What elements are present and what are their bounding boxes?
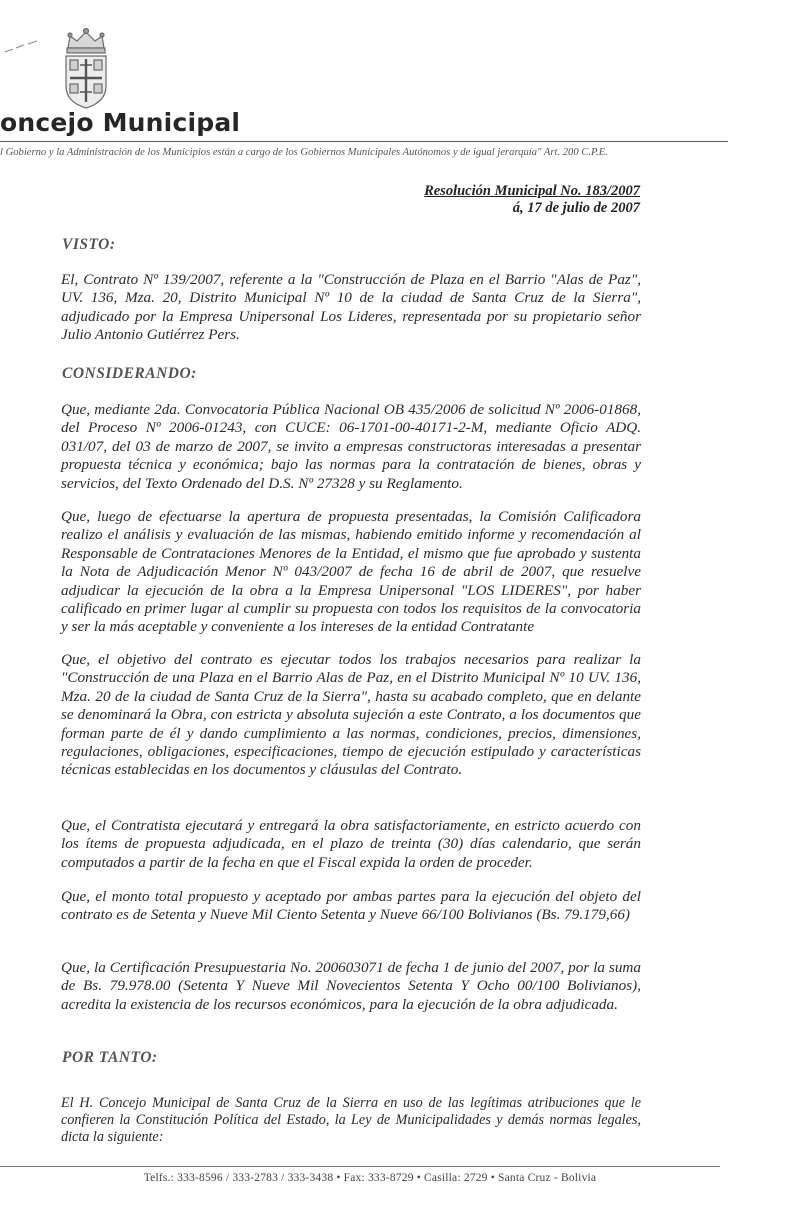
coat-of-arms-icon bbox=[58, 26, 114, 110]
considerando-paragraph-5: Que, el monto total propuesto y aceptado por ambas partes para la ejecución del objeto del contrato es de Setenta y Nueve Mil Ciento Setenta y Nueve 66/100 Bolivianos (Bs. 79.179,66) bbox=[61, 888, 641, 924]
considerando-paragraph-6: Que, la Certificación Presupuestaria No. 200603071 de fecha 1 de junio del 2007, por la suma de Bs. 79.978.00 (Setenta Y Nueve Mil Novecientos Setenta Y Ocho 00/100 Bolivianos), acredita la existencia de los recursos económicos, para la ejecución de la obra adjudicada. bbox=[61, 959, 641, 1013]
considerando-paragraph-4: Que, el Contratista ejecutará y entregará la obra satisfactoriamente, en estricto acuerdo con los ítems de propuesta adjudicada, en el plazo de treinta (30) días calendario, que serán computados a partir de la fecha en que el Fiscal expida la orden de proceder. bbox=[61, 817, 641, 871]
considerando-paragraph-1: Que, mediante 2da. Convocatoria Pública Nacional OB 435/2006 de solicitud Nº 2006-01868, del Proceso Nº 2006-01243, con CUCE: 06-1701-00-40171-2-M, mediante Oficio ADQ. 031/07, del 03 de marzo de 2007, se invito a empresas constructoras interesadas a presentar propuesta técnica y económica; bajo las normas para la contratación de bienes, obras y servicios, del Texto Ordenado del D.S. Nº 27328 y su Reglamento. bbox=[61, 401, 641, 492]
scan-mark bbox=[4, 40, 38, 54]
considerando-paragraph-2: Que, luego de efectuarse la apertura de propuesta presentadas, la Comisión Calificadora realizo el análisis y evaluación de las mismas, habiendo emitido informe y recomendación al Responsable de Contrataciones Menores de la Entidad, el mismo que fue aprobado y sustenta la Nota de Adjudicación Menor Nº 043/2007 de fecha 16 de abril de 2007, que resuelve adjudicar la ejecución de la obra a la Empresa Unipersonal "LOS LIDERES", por haber calificado en primer lugar al cumplir su propuesta con todos los requisitos de la convocatoria y ser la más aceptable y conveniente a los intereses de la entidad Contratante bbox=[61, 508, 641, 636]
section-heading-visto: VISTO: bbox=[62, 236, 116, 253]
por-tanto-paragraph: El H. Concejo Municipal de Santa Cruz de la Sierra en uso de las legítimas atribuciones que le confieren la Constitución Política del Estado, la Ley de Municipalidades y demás normas legales, dicta la siguiente: bbox=[61, 1095, 641, 1145]
section-heading-por-tanto: POR TANTO: bbox=[62, 1049, 158, 1066]
section-heading-considerando: CONSIDERANDO: bbox=[62, 365, 197, 382]
considerando-paragraph-3: Que, el objetivo del contrato es ejecutar todos los trabajos necesarios para realizar la "Construcción de una Plaza en el Barrio Alas de Paz, en el Distrito Municipal Nº 10 UV. 136, Mza. 20 de la ciudad de Santa Cruz de la Sierra", hasta su acabado completo, que en delante se denominará la Obra, con estricta y absoluta sujeción a este Contrato, a los documentos que forman parte de él y dando cumplimiento a las normas, condiciones, precios, dimensiones, regulaciones, obligaciones, especificaciones, tiempo de ejecución estipulado y características técnicas establecidas en los documentos y cláusulas del Contrato. bbox=[61, 651, 641, 779]
letterhead-motto: l Gobierno y la Administración de los Municipios están a cargo de los Gobiernos Municipales Autónomos y de igual jerarquía" Art. 200 C.P.E. bbox=[0, 147, 608, 158]
letterhead-divider bbox=[0, 141, 728, 142]
visto-paragraph: El, Contrato Nº 139/2007, referente a la "Construcción de Plaza en el Barrio "Alas de Paz", UV. 136, Mza. 20, Distrito Municipal Nº 10 de la ciudad de Santa Cruz de la Sierra", adjudicado por la Empresa Unipersonal Los Lideres, representada por su propietario señor Julio Antonio Gutiérrez Pers. bbox=[61, 271, 641, 344]
letterhead-title: oncejo Municipal bbox=[0, 108, 241, 137]
resolution-number: Resolución Municipal No. 183/2007 bbox=[424, 183, 640, 199]
footer-divider bbox=[0, 1166, 720, 1167]
footer-contact: Telfs.: 333-8596 / 333-2783 / 333-3438 • Fax: 333-8729 • Casilla: 2729 • Santa Cruz - Bolivia bbox=[143, 1172, 597, 1184]
resolution-date: á, 17 de julio de 2007 bbox=[512, 200, 640, 216]
